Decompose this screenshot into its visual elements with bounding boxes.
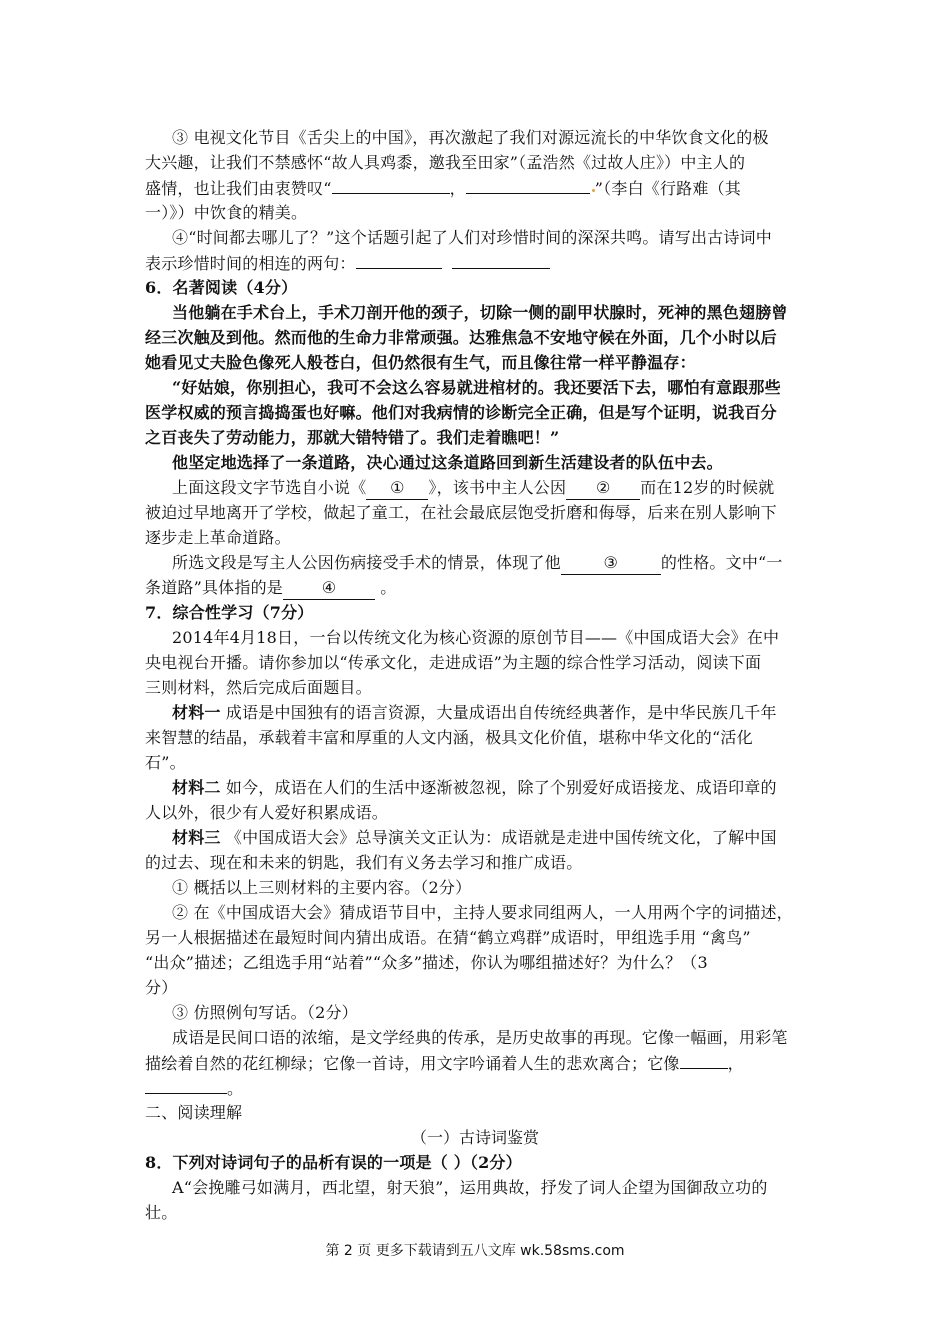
q6-question-line: 被迫过早地离开了学校，做起了童工，在社会最底层饱受折磨和侮辱，后来在别人影响下 (145, 503, 777, 522)
q6-q-text: 上面这段文字节选自小说《 (172, 478, 367, 497)
q5-item4-line2 (145, 252, 550, 275)
q7-intro-line: 三则材料，然后完成后面题目。 (145, 678, 372, 697)
q6-passage-line: 他坚定地选择了一条道路，决心通过这条道路回到新生活建设者的队伍中去。 (172, 453, 723, 472)
q7-intro-line: 央电视台开播。请你参加以“传承文化，走进成语”为主题的综合性学习活动，阅读下面 (145, 653, 762, 672)
material-1-line: 来智慧的结晶，承载着丰富和厚重的人文内涵，极具文化价值，堪称中华文化的“活化 (145, 728, 753, 747)
material-2-line (172, 777, 777, 799)
q6-question-line (172, 477, 774, 500)
comma: ， (449, 179, 466, 198)
material-1-line: 石”。 (145, 753, 186, 772)
answer-blank[interactable] (332, 177, 450, 194)
q5-item4-line2-text: 表示珍惜时间的相连的两句： (145, 254, 356, 273)
q5-item3-line1: ③ 电视文化节目《舌尖上的中国》，再次激起了我们对源远流长的中华饮食文化的极 (172, 128, 769, 147)
answer-blank[interactable] (356, 252, 442, 269)
material-2-line: 人以外，很少有人爱好积累成语。 (145, 803, 389, 822)
material-1-label: 材料一 (172, 703, 221, 722)
example-line (145, 1052, 744, 1075)
q5-item3-line4: 一）》）中饮食的精美。 (145, 203, 308, 222)
q5-item3-line3 (145, 177, 741, 200)
material-3-label: 材料三 (172, 828, 221, 847)
answer-blank-3[interactable]: ③ (561, 552, 661, 575)
material-3-line (172, 827, 777, 849)
q6-q-text: 。 (380, 578, 397, 597)
q7-sub2-line: “出众”描述；乙组选手用“站着”“众多”描述，你认为哪组描述好？为什么？（3 (145, 953, 708, 972)
answer-blank[interactable] (466, 177, 590, 194)
q6-q-text: 》，该书中主人公因 (428, 478, 567, 497)
q6-q-text: 而在12岁的时候就 (640, 478, 775, 497)
subsection-heading: （一）古诗词鉴赏 (410, 1128, 539, 1147)
q6-q-text: 所选文段是写主人公因伤病接受手术的情景，体现了他 (172, 553, 561, 572)
q6-heading: 6．名著阅读（4分） (145, 278, 298, 297)
q5-item3-line3-text: 盛情，也让我们由衷赞叹“ (145, 179, 332, 198)
q8-option-a-line: 壮。 (145, 1203, 178, 1222)
q7-heading: 7．综合性学习（7分） (145, 603, 314, 622)
q5-item3-line2: 大兴趣，让我们不禁感怀“故人具鸡黍，邀我至田家”（孟浩然《过故人庄》）中主人的 (145, 153, 746, 172)
q7-sub2-line: ② 在《中国成语大会》猜成语节目中，主持人要求同组两人，一人用两个字的词描述， (172, 903, 793, 922)
q5-item3-line3-source: ”（李白《行路难（其 (594, 179, 741, 198)
material-1-line (172, 702, 777, 724)
answer-blank[interactable] (145, 1077, 227, 1094)
example-text: 描绘着自然的花红柳绿；它像一首诗，用文字吟诵着人生的悲欢离合；它像 (145, 1054, 680, 1073)
example-line: 成语是民间口语的浓缩，是文学经典的传承，是历史故事的再现。它像一幅画，用彩笔 (172, 1028, 788, 1047)
q6-question-line (172, 552, 783, 575)
answer-blank[interactable] (680, 1052, 728, 1069)
q6-passage-line: 医学权威的预言捣捣蛋也好嘛。他们对我病情的诊断完全正确，但是写个证明，说我百分 (145, 403, 777, 422)
q6-question-line (145, 577, 396, 600)
section-heading: 二、阅读理解 (145, 1103, 243, 1122)
q7-sub3: ③ 仿照例句写话。（2分） (172, 1003, 358, 1022)
material-3-text: 《中国成语大会》总导演关文正认为：成语就是走进中国传统文化，了解中国 (220, 828, 777, 847)
answer-blank-4[interactable]: ④ (283, 577, 375, 600)
period: 。 (227, 1079, 244, 1098)
q7-sub1: ① 概括以上三则材料的主要内容。（2分） (172, 878, 472, 897)
answer-blank-1[interactable]: ① (366, 477, 428, 500)
material-3-line: 的过去、现在和未来的钥匙，我们有义务去学习和推广成语。 (145, 853, 583, 872)
q6-passage-line: 经三次触及到他。然而他的生命力非常顽强。达雅焦急不安地守候在外面，几个小时以后 (145, 328, 777, 347)
page-footer: 第 2 页 更多下载请到五八文库 wk.58sms.com (325, 1243, 625, 1259)
material-2-text: 如今，成语在人们的生活中逐渐被忽视，除了个别爱好成语接龙、成语印章的 (220, 778, 777, 797)
example-line (145, 1077, 243, 1100)
comma: ， (727, 1054, 744, 1073)
q8-option-a-line: A“会挽雕弓如满月，西北望，射天狼”，运用典故，抒发了词人企望为国御敌立功的 (172, 1178, 768, 1197)
q8-heading: 8．下列对诗词句子的品析有误的一项是（ ）（2分） (145, 1153, 522, 1172)
q6-passage-line: 当他躺在手术台上，手术刀剖开他的颈子，切除一侧的副甲状腺时，死神的黑色翅膀曾 (172, 303, 788, 322)
q5-item4-line1: ④“时间都去哪儿了？”这个话题引起了人们对珍惜时间的深深共鸣。请写出古诗词中 (172, 228, 772, 247)
q6-passage-line: 她看见丈夫脸色像死人般苍白，但仍然很有生气，而且像往常一样平静温存： (145, 353, 696, 372)
q6-q-text: 条道路”具体指的是 (145, 578, 283, 597)
q7-sub2-line: 另一人根据描述在最短时间内猜出成语。在猜“鹤立鸡群”成语时，甲组选手用 “禽鸟” (145, 928, 751, 947)
q6-question-line: 逐步走上革命道路。 (145, 528, 291, 547)
material-2-label: 材料二 (172, 778, 221, 797)
material-1-text: 成语是中国独有的语言资源，大量成语出自传统经典著作，是中华民族几千年 (220, 703, 777, 722)
q6-passage-line: “好姑娘，你别担心，我可不会这么容易就进棺材的。我还要活下去，哪怕有意跟那些 (172, 378, 781, 397)
q6-passage-line: 之百丧失了劳动能力，那就大错特错了。我们走着瞧吧！” (145, 428, 560, 447)
answer-blank-2[interactable]: ② (566, 477, 640, 500)
q7-sub2-line: 分） (145, 978, 178, 997)
q6-q-text: 的性格。文中“一 (660, 553, 783, 572)
answer-blank[interactable] (452, 252, 550, 269)
q7-intro-line: 2014年4月18日，一台以传统文化为核心资源的原创节目——《中国成语大会》在中 (172, 628, 780, 647)
